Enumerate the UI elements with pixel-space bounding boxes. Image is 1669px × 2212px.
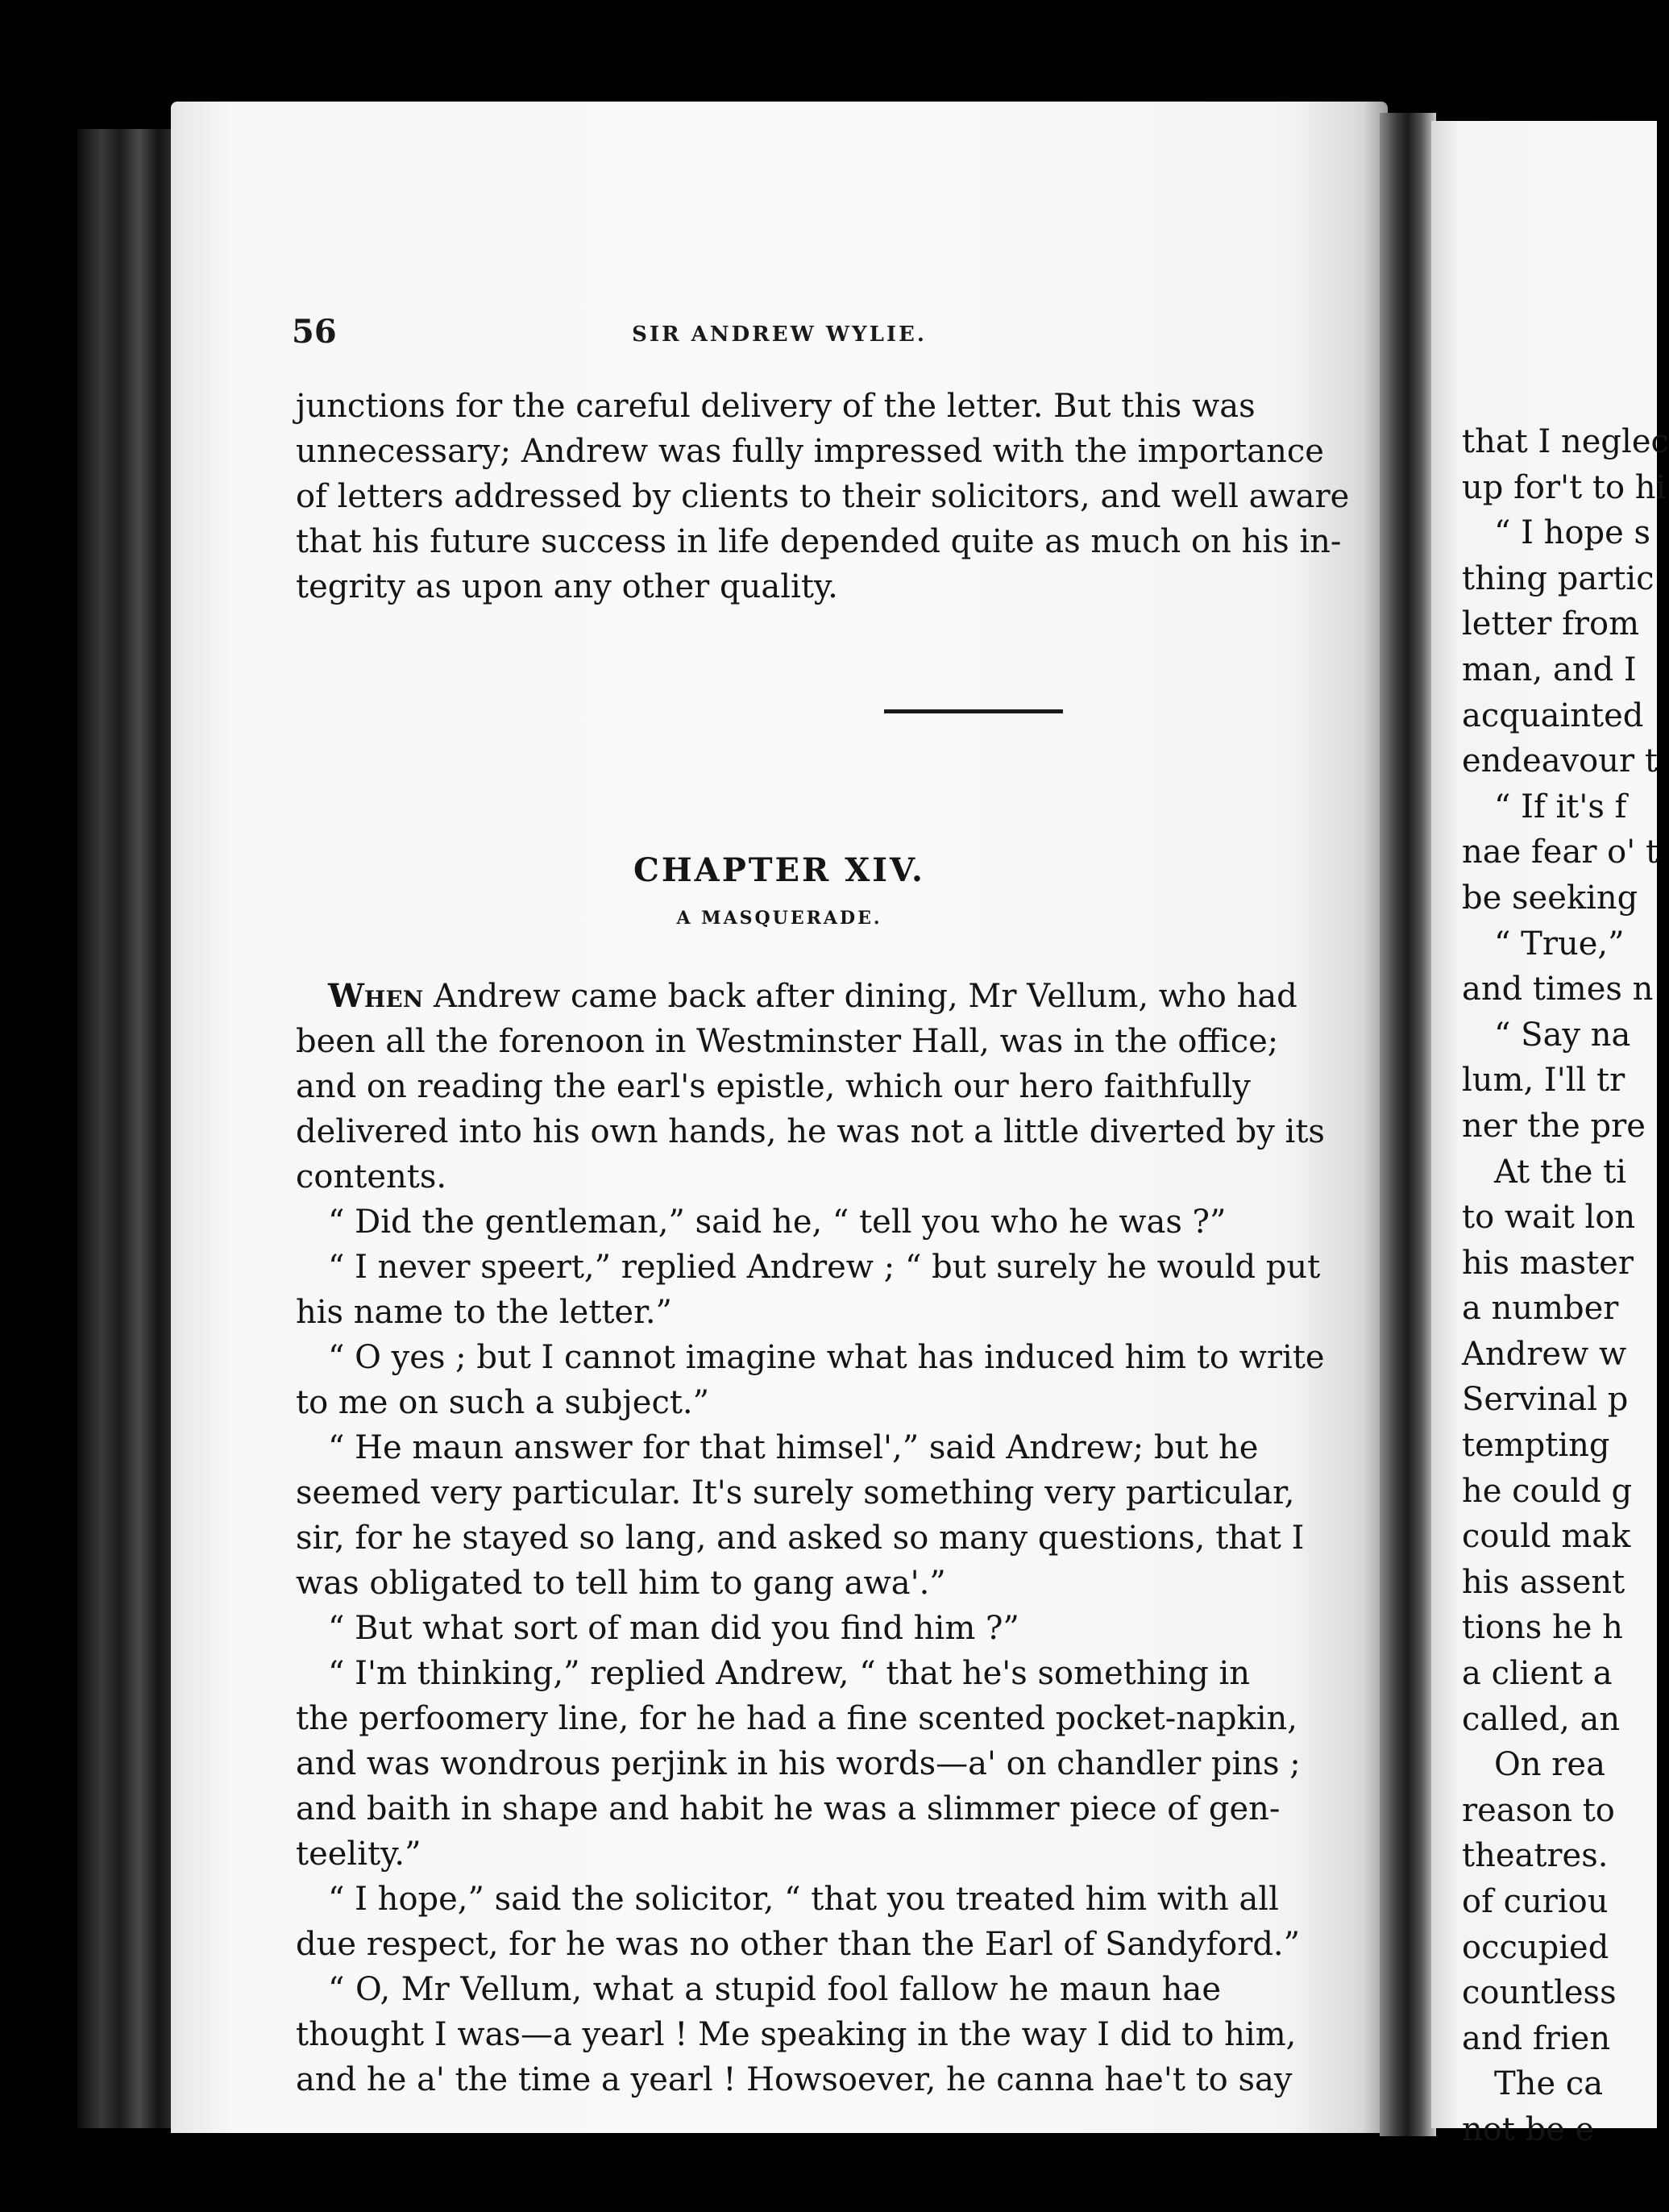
book-gutter — [1380, 113, 1436, 2136]
text-line: that his future success in life depended quite as much on his in- — [296, 523, 1342, 560]
text-line: Andrew w — [1462, 1335, 1627, 1373]
text-line: a client a — [1462, 1655, 1613, 1693]
text-line: “ If it's f — [1494, 788, 1627, 825]
text-line: contents. — [296, 1158, 447, 1195]
text-line: thing partic — [1462, 559, 1654, 597]
text-line: he could g — [1462, 1472, 1633, 1510]
text-line: “ Did the gentleman,” said he, “ tell you who he was ?” — [328, 1204, 1227, 1241]
text-line: tions he h — [1462, 1609, 1623, 1647]
text-line: endeavour t — [1462, 742, 1658, 780]
text-line: delivered into his own hands, he was not a little diverted by its — [296, 1113, 1325, 1150]
text-line: Servinal p — [1462, 1381, 1629, 1419]
text-line: could mak — [1462, 1518, 1631, 1556]
text-line: up for't to hi — [1462, 468, 1667, 506]
chapter-subtitle: A MASQUERADE. — [676, 908, 882, 929]
text-line: to wait lon — [1462, 1199, 1636, 1237]
text-line: “ I hope,” said the solicitor, “ that you treated him with all — [328, 1881, 1279, 1918]
text-line: lum, I'll tr — [1462, 1062, 1625, 1100]
text-line: nae fear o' t — [1462, 834, 1659, 871]
book-binding-left — [77, 129, 172, 2128]
text-line: On rea — [1494, 1746, 1605, 1784]
text-line: been all the forenoon in Westminster Hall, was in the office; — [296, 1023, 1279, 1060]
text-line: At the ti — [1494, 1153, 1627, 1191]
text-line: The ca — [1494, 2065, 1604, 2103]
chapter-title: CHAPTER XIV. — [633, 851, 925, 889]
right-page-text — [1462, 419, 1669, 2153]
text-line: junctions for the careful delivery of the letter. But this was — [296, 388, 1256, 425]
text-line: “ O, Mr Vellum, what a stupid fool fallow he maun hae — [328, 1971, 1221, 2008]
text-line: called, an — [1462, 1700, 1621, 1738]
text-line: theatres. — [1462, 1837, 1609, 1875]
text-line: reason to — [1462, 1791, 1615, 1829]
text-line: that I neglec — [1462, 423, 1669, 460]
text-line: ner the pre — [1462, 1107, 1646, 1145]
text-line: not be e — [1462, 2110, 1595, 2148]
text-line: tempting — [1462, 1427, 1610, 1465]
section-divider — [884, 709, 1063, 713]
text-line: “ O yes ; but I cannot imagine what has induced him to write — [328, 1339, 1325, 1376]
text-line: letter from — [1462, 605, 1640, 643]
text-line: of curiou — [1462, 1883, 1609, 1920]
text-line: unnecessary; Andrew was fully impressed with the importance — [296, 433, 1324, 470]
text-line: thought I was—a yearl ! Me speaking in the way I did to him, — [296, 2016, 1297, 2053]
text-line: occupied — [1462, 1928, 1609, 1966]
text-line: and on reading the earl's epistle, which our hero faithfully — [296, 1068, 1251, 1105]
text-line: “ I'm thinking,” replied Andrew, “ that he's something in — [328, 1655, 1251, 1692]
text-line: “ But what sort of man did you find him ?” — [328, 1610, 1019, 1647]
text-line-rest: Andrew came back after dining, Mr Vellum, who had — [423, 978, 1297, 1015]
continuation-paragraph — [296, 384, 1350, 609]
text-line: his assent — [1462, 1563, 1625, 1601]
text-line: and was wondrous perjink in his words—a' on chandler pins ; — [296, 1745, 1301, 1782]
text-line: of letters addressed by clients to their solicitors, and well aware — [296, 478, 1350, 515]
text-line: teelity.” — [296, 1836, 421, 1873]
right-page — [1431, 121, 1669, 2148]
page-number: 56 — [292, 313, 337, 351]
drop-word: When — [328, 977, 424, 1015]
text-line: a number — [1462, 1290, 1619, 1328]
text-line: his name to the letter.” — [296, 1294, 672, 1331]
text-line — [296, 974, 1297, 1019]
text-line: tegrity as upon any other quality. — [296, 568, 838, 605]
text-line: man, and I — [1462, 651, 1637, 688]
text-line: and frien — [1462, 2019, 1611, 2057]
text-line: to me on such a subject.” — [296, 1384, 710, 1421]
text-line: his master — [1462, 1244, 1634, 1282]
left-page — [171, 102, 1388, 2133]
text-line: and he a' the time a yearl ! Howsoever, he canna hae't to say — [296, 2061, 1293, 2098]
running-head: SIR ANDREW WYLIE. — [632, 322, 927, 347]
chapter-body — [296, 974, 1325, 2102]
text-line: seemed very particular. It's surely something very particular, — [296, 1474, 1295, 1511]
text-line: “ True,” — [1494, 925, 1625, 963]
text-line: the perfoomery line, for he had a fine scented pocket-napkin, — [296, 1700, 1298, 1737]
text-line: and times n — [1462, 971, 1654, 1008]
text-line: due respect, for he was no other than the Earl of Sandyford.” — [296, 1926, 1301, 1963]
text-line: “ Say na — [1494, 1016, 1631, 1054]
text-line: “ I hope s — [1494, 514, 1651, 552]
text-line: was obligated to tell him to gang awa'.” — [296, 1565, 946, 1602]
text-line: and baith in shape and habit he was a slimmer piece of gen- — [296, 1790, 1281, 1827]
text-line: “ He maun answer for that himsel',” said Andrew; but he — [328, 1429, 1259, 1466]
text-line: sir, for he stayed so lang, and asked so many questions, that I — [296, 1520, 1305, 1557]
text-line: countless — [1462, 1974, 1617, 2012]
text-line: acquainted — [1462, 696, 1644, 734]
text-line: “ I never speert,” replied Andrew ; “ but surely he would put — [328, 1249, 1321, 1286]
text-line: be seeking — [1462, 879, 1638, 917]
page-header — [292, 313, 1267, 353]
